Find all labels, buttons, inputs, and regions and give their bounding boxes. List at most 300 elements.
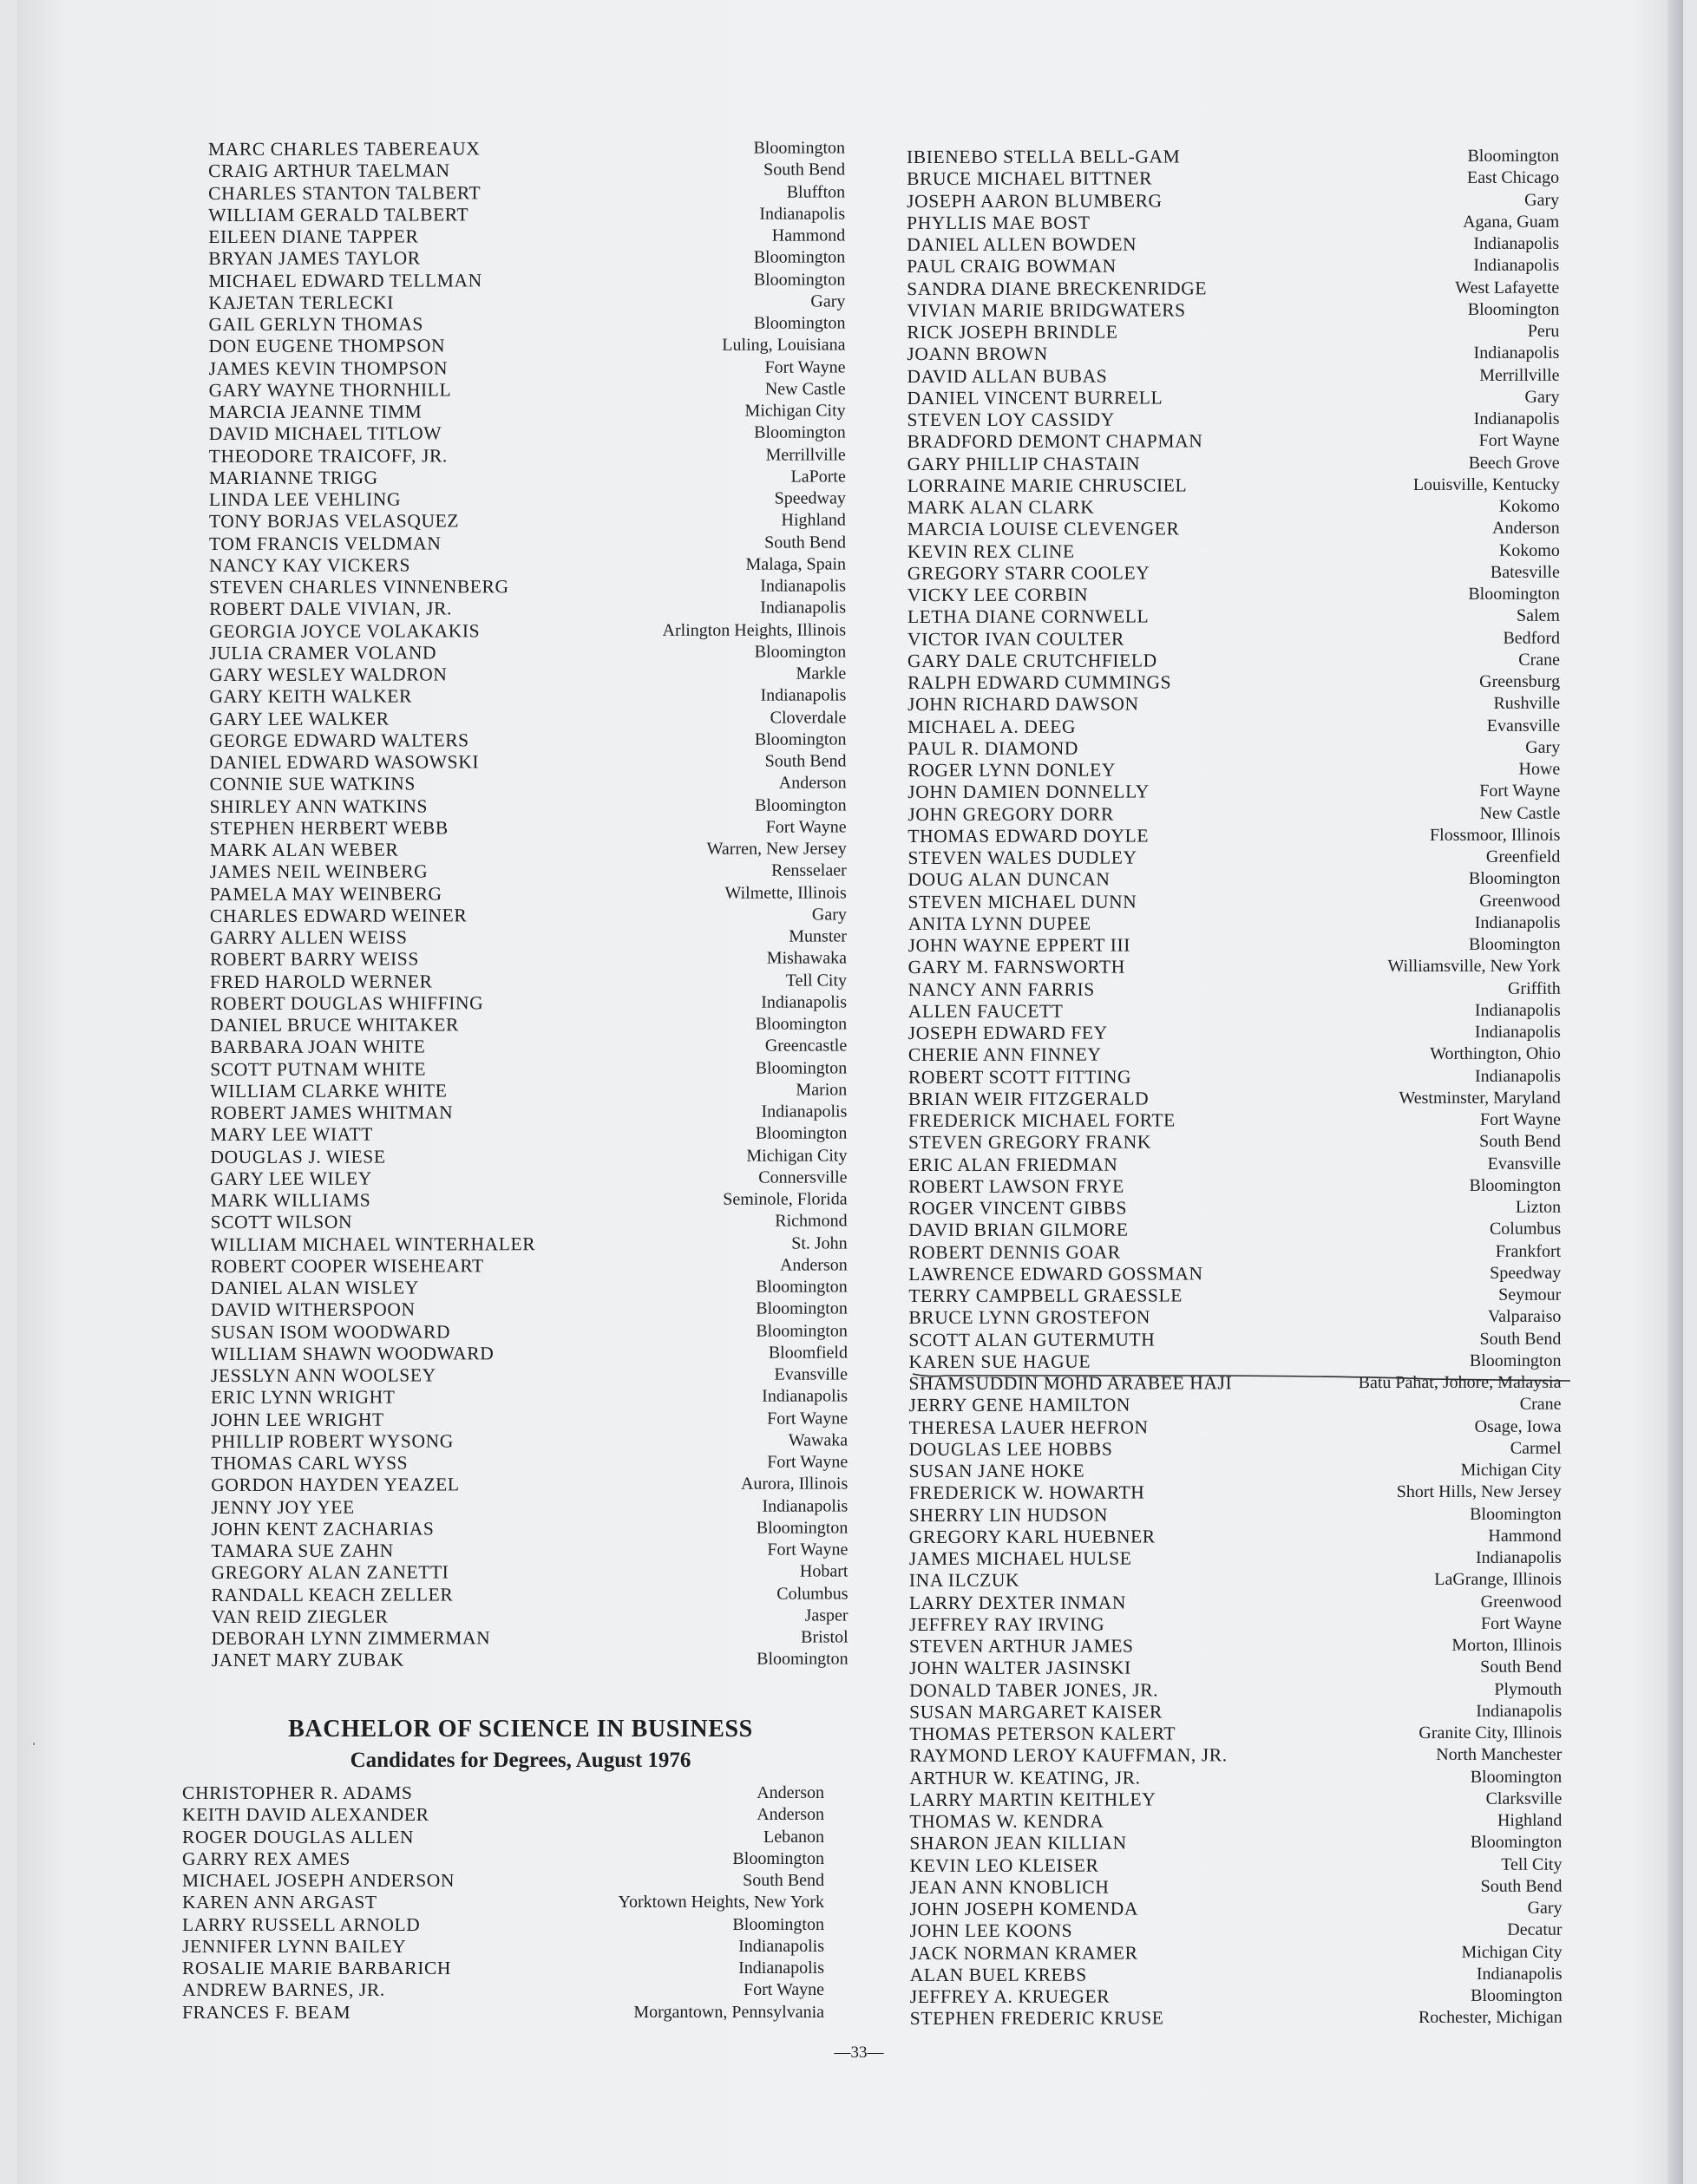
graduate-hometown: Bloomington — [754, 642, 847, 662]
graduate-hometown: Bloomington — [756, 1518, 848, 1538]
graduate-name: DOUGLAS J. WIESE — [210, 1146, 386, 1167]
graduate-hometown: Bloomington — [755, 1123, 848, 1143]
list-item — [210, 904, 847, 927]
graduate-hometown: East Chicago — [1466, 167, 1560, 188]
graduate-hometown: Salem — [1516, 605, 1560, 626]
graduate-name: SHARON JEAN KILLIAN — [909, 1832, 1127, 1854]
list-item — [909, 1503, 1562, 1527]
graduate-hometown: Indianapolis — [1476, 1964, 1563, 1984]
graduate-hometown: South Bend — [743, 1871, 824, 1890]
graduate-hometown: South Bend — [763, 160, 846, 180]
list-item — [211, 1233, 848, 1256]
graduate-name: ERIC LYNN WRIGHT — [211, 1386, 396, 1409]
list-item — [212, 1649, 848, 1672]
list-item — [210, 1167, 847, 1190]
graduate-hometown: South Bend — [1480, 1657, 1563, 1677]
graduate-name: ROBERT DOUGLAS WHIFFING — [210, 992, 484, 1014]
list-item — [908, 1087, 1561, 1110]
graduate-hometown: Flossmoor, Illinois — [1430, 825, 1561, 845]
graduate-name: LETHA DIANE CORNWELL — [907, 605, 1150, 628]
graduate-name: MARY LEE WIATT — [210, 1123, 373, 1146]
graduate-hometown: Clarksville — [1485, 1788, 1563, 1808]
list-item — [909, 1744, 1562, 1768]
list-item — [907, 452, 1560, 475]
graduate-hometown: LaGrange, Illinois — [1434, 1569, 1562, 1590]
graduate-name: KAREN SUE HAGUE — [908, 1350, 1091, 1372]
graduate-name: BRUCE LYNN GROSTEFON — [908, 1306, 1151, 1329]
graduate-name: JACK NORMAN KRAMER — [909, 1942, 1138, 1964]
graduate-hometown: Speedway — [774, 488, 846, 508]
list-item — [211, 1320, 848, 1344]
graduate-hometown: Greenwood — [1479, 891, 1561, 911]
list-item — [211, 1495, 848, 1519]
list-item — [907, 386, 1559, 409]
graduate-hometown: Bloomington — [1469, 934, 1561, 954]
document-page — [17, 0, 1683, 2184]
graduate-hometown: Indianapolis — [1474, 1066, 1561, 1086]
graduate-hometown: Fort Wayne — [1479, 781, 1561, 801]
graduate-hometown: Fort Wayne — [764, 356, 846, 377]
graduate-hometown: Marion — [796, 1080, 848, 1100]
graduate-hometown: Lizton — [1515, 1197, 1562, 1217]
graduate-name: MARK ALAN CLARK — [907, 496, 1095, 518]
list-item — [208, 203, 845, 226]
list-item — [210, 882, 847, 906]
graduate-name: DANIEL BRUCE WHITAKER — [210, 1014, 459, 1036]
graduate-name: DANIEL ALLEN BOWDEN — [907, 233, 1137, 255]
list-item — [907, 430, 1560, 454]
graduate-hometown: Gary — [1524, 387, 1560, 407]
list-item — [908, 1219, 1561, 1242]
list-item — [212, 1626, 848, 1650]
graduate-hometown: Carmel — [1510, 1438, 1562, 1458]
graduate-hometown: Anderson — [778, 773, 847, 793]
list-item — [210, 773, 847, 796]
list-item — [182, 1936, 824, 1958]
graduate-name: FRED HAROLD WERNER — [210, 970, 433, 992]
graduate-name: LAWRENCE EDWARD GOSSMAN — [908, 1263, 1203, 1285]
list-item — [909, 1788, 1562, 1811]
graduate-hometown: Morton, Illinois — [1451, 1635, 1563, 1655]
graduate-name: TAMARA SUE ZAHN — [211, 1540, 394, 1561]
graduate-name: THOMAS EDWARD DOYLE — [907, 825, 1150, 847]
graduate-name: SHIRLEY ANN WATKINS — [209, 794, 429, 817]
list-item — [909, 1700, 1562, 1723]
graduate-name: GARY KEITH WALKER — [209, 685, 412, 708]
graduate-name: CONNIE SUE WATKINS — [209, 773, 416, 795]
graduate-name: ROBERT BARRY WEISS — [209, 948, 419, 971]
graduate-name: ROBERT DENNIS GOAR — [908, 1241, 1121, 1263]
graduate-name: LORRAINE MARIE CHRUSCIEL — [907, 474, 1188, 496]
list-item — [910, 1985, 1563, 2009]
graduate-hometown: St. John — [791, 1233, 848, 1253]
graduate-hometown: Michigan City — [746, 1145, 848, 1166]
list-item — [908, 1109, 1561, 1133]
list-item — [910, 1941, 1563, 1965]
graduate-hometown: Hammond — [1488, 1526, 1562, 1546]
graduate-hometown: Crane — [1518, 650, 1561, 670]
graduate-hometown: Warren, New Jersey — [706, 839, 847, 859]
graduate-name: DANIEL VINCENT BURRELL — [907, 387, 1163, 409]
graduate-name: JENNIFER LYNN BAILEY — [182, 1935, 407, 1957]
graduate-name: ROBERT DALE VIVIAN, JR. — [209, 598, 453, 620]
list-item — [907, 890, 1560, 913]
graduate-name: LARRY RUSSELL ARNOLD — [182, 1913, 421, 1935]
graduate-hometown: Peru — [1527, 321, 1560, 341]
graduate-hometown: Indianapolis — [738, 1958, 824, 1978]
list-item — [908, 1043, 1561, 1067]
list-item — [182, 1892, 824, 1913]
graduate-hometown: Bloomington — [1469, 1350, 1562, 1370]
graduate-name: BARBARA JOAN WHITE — [210, 1036, 426, 1058]
graduate-name: CRAIG ARTHUR TAELMAN — [208, 160, 450, 182]
graduate-hometown: Indianapolis — [738, 1936, 824, 1956]
list-item — [908, 956, 1561, 979]
list-item — [210, 970, 847, 993]
list-item — [210, 1123, 847, 1147]
graduate-hometown: Speedway — [1490, 1263, 1562, 1283]
graduate-name: BRADFORD DEMONT CHAPMAN — [907, 430, 1203, 453]
graduate-name: DONALD TABER JONES, JR. — [909, 1678, 1159, 1701]
graduate-hometown: Columbus — [776, 1583, 848, 1604]
list-item — [211, 1298, 848, 1322]
graduate-name: SHAMSUDDIN MOHD ARABEE HAJI — [908, 1372, 1233, 1394]
list-item — [210, 1101, 847, 1124]
graduate-name: STEVEN LOY CASSIDY — [907, 409, 1115, 430]
graduate-hometown: Fort Wayne — [1479, 1109, 1561, 1129]
list-item — [211, 1276, 848, 1299]
list-item — [909, 1854, 1562, 1877]
graduate-name: DAVID ALLAN BUBAS — [907, 365, 1108, 387]
graduate-hometown: Batesville — [1490, 562, 1560, 582]
graduate-name: GREGORY KARL HUEBNER — [908, 1526, 1156, 1547]
graduate-name: MICHAEL EDWARD TELLMAN — [208, 269, 482, 291]
graduate-hometown: Michigan City — [1461, 1942, 1563, 1962]
graduate-name: KAREN ANN ARGAST — [182, 1892, 377, 1913]
graduate-hometown: Evansville — [774, 1364, 848, 1384]
graduate-name: JULIA CRAMER VOLAND — [209, 642, 437, 664]
graduate-hometown: Wilmette, Illinois — [724, 882, 847, 903]
graduate-name: CHERIE ANN FINNEY — [907, 1043, 1102, 1066]
list-item — [907, 781, 1560, 804]
graduate-hometown: Bloomington — [755, 1057, 848, 1078]
list-item — [182, 1870, 824, 1892]
graduate-name: VIVIAN MARIE BRIDGWATERS — [907, 299, 1186, 321]
graduate-hometown: Indianapolis — [1475, 1547, 1562, 1567]
graduate-hometown: Williamsville, New York — [1387, 956, 1561, 977]
graduate-name: GARY WAYNE THORNHILL — [208, 379, 452, 401]
graduate-name: PHYLLIS MAE BOST — [907, 212, 1091, 233]
graduate-hometown: Malaga, Spain — [745, 554, 847, 574]
list-item — [211, 1583, 848, 1606]
graduate-name: CHARLES EDWARD WEINER — [209, 905, 468, 926]
graduate-name: JAMES NEIL WEINBERG — [209, 860, 429, 883]
business-name-list — [182, 1782, 824, 2024]
graduate-name: VAN REID ZIEGLER — [211, 1605, 389, 1627]
graduate-hometown: Greencastle — [764, 1036, 848, 1056]
graduate-hometown: Griffith — [1507, 978, 1561, 998]
list-item — [907, 255, 1559, 278]
list-item — [211, 1342, 848, 1365]
graduate-name: WILLIAM SHAWN WOODWARD — [210, 1343, 495, 1364]
list-item — [209, 575, 846, 598]
graduate-hometown: Highland — [781, 510, 846, 530]
graduate-name: JOHN GREGORY DORR — [907, 803, 1114, 825]
list-item — [909, 1394, 1562, 1417]
graduate-hometown: Munster — [789, 926, 847, 946]
list-item — [210, 816, 847, 840]
graduate-hometown: Bristol — [801, 1627, 848, 1647]
graduate-name: THERESA LAUER HEFRON — [908, 1416, 1149, 1438]
graduate-name: ROGER LYNN DONLEY — [907, 759, 1117, 781]
graduate-hometown: Valparaiso — [1487, 1306, 1562, 1327]
graduate-name: TOM FRANCIS VELDMAN — [208, 532, 442, 554]
list-item — [909, 1875, 1562, 1899]
list-item — [209, 510, 846, 533]
graduate-hometown: Gary — [1525, 737, 1561, 757]
list-item — [209, 685, 846, 709]
graduate-name: THOMAS W. KENDRA — [909, 1810, 1104, 1832]
list-item — [907, 146, 1559, 169]
graduate-name: JOHN RICHARD DAWSON — [907, 693, 1139, 716]
list-item — [210, 838, 847, 861]
graduate-hometown: Gary — [810, 291, 846, 311]
graduate-name: DOUGLAS LEE HOBBS — [908, 1438, 1113, 1460]
graduate-name: THEODORE TRAICOFF, JR. — [208, 444, 448, 467]
list-item — [211, 1188, 848, 1212]
list-item — [211, 1408, 848, 1431]
graduate-hometown: Richmond — [775, 1211, 848, 1231]
graduate-hometown: South Bend — [764, 751, 847, 771]
graduate-hometown: Fort Wayne — [767, 1540, 848, 1560]
list-item — [907, 167, 1559, 191]
graduate-hometown: Connersville — [758, 1167, 848, 1187]
graduate-name: WILLIAM CLARKE WHITE — [210, 1080, 448, 1102]
graduate-hometown: Highland — [1497, 1810, 1563, 1830]
graduate-name: GARY WESLEY WALDRON — [209, 664, 448, 685]
graduate-name: GARY LEE WILEY — [210, 1167, 372, 1189]
graduate-hometown: Indianapolis — [760, 685, 847, 705]
list-item — [909, 1547, 1562, 1571]
list-item — [907, 584, 1560, 607]
graduate-name: TONY BORJAS VELASQUEZ — [208, 510, 460, 533]
graduate-name: ANDREW BARNES, JR. — [182, 1979, 385, 2001]
graduate-name: MICHAEL JOSEPH ANDERSON — [182, 1870, 455, 1891]
graduate-name: ROBERT LAWSON FRYE — [908, 1175, 1124, 1197]
graduate-name: GAIL GERLYN THOMAS — [208, 313, 424, 335]
graduate-name: THOMAS PETERSON KALERT — [909, 1723, 1176, 1744]
graduate-name: STEVEN MICHAEL DUNN — [907, 891, 1137, 912]
list-item — [909, 1525, 1562, 1548]
graduate-hometown: South Bend — [764, 532, 846, 553]
graduate-hometown: Bloomington — [755, 794, 847, 815]
graduate-hometown: Cloverdale — [770, 707, 847, 728]
graduate-name: ROSALIE MARIE BARBARICH — [182, 1958, 452, 1978]
graduate-name: WILLIAM MICHAEL WINTERHALER — [210, 1233, 536, 1255]
list-item — [209, 356, 846, 380]
graduate-hometown: Bloomington — [1467, 299, 1560, 319]
graduate-hometown: Bloomington — [753, 138, 846, 158]
graduate-hometown: Mishawaka — [766, 948, 848, 968]
graduate-hometown: Indianapolis — [1473, 343, 1560, 363]
graduate-name: STEVEN WALES DUDLEY — [907, 847, 1137, 868]
graduate-hometown: Short Hills, New Jersey — [1396, 1481, 1562, 1502]
list-item — [907, 298, 1559, 322]
list-item — [209, 422, 846, 446]
graduate-hometown: Indianapolis — [762, 1495, 848, 1516]
graduate-hometown: Fort Wayne — [767, 1452, 848, 1472]
graduate-name: DAVID BRIAN GILMORE — [908, 1219, 1129, 1241]
list-item — [908, 1131, 1561, 1154]
graduate-hometown: Crane — [1519, 1394, 1562, 1415]
graduate-hometown: Howe — [1518, 759, 1561, 779]
graduate-name: LINDA LEE VEHLING — [208, 488, 402, 510]
graduate-hometown: Michigan City — [1460, 1460, 1562, 1480]
list-item — [210, 1057, 847, 1081]
graduate-name: STEPHEN HERBERT WEBB — [209, 817, 449, 839]
graduate-name: GARY DALE CRUTCHFIELD — [907, 650, 1157, 671]
list-item — [907, 802, 1560, 826]
graduate-name: RICK JOSEPH BRINDLE — [907, 321, 1118, 343]
list-item — [910, 1919, 1563, 1943]
graduate-name: CHRISTOPHER R. ADAMS — [182, 1782, 413, 1803]
list-item — [209, 707, 846, 730]
graduate-name: KEVIN REX CLINE — [907, 540, 1075, 562]
graduate-hometown: Tell City — [1501, 1854, 1563, 1874]
graduate-name: ROGER DOUGLAS ALLEN — [182, 1826, 415, 1847]
list-item — [908, 1372, 1561, 1396]
graduate-hometown: Rochester, Michigan — [1418, 2007, 1563, 2028]
list-item — [909, 1416, 1562, 1439]
list-item — [182, 2002, 824, 2024]
graduate-name: SCOTT WILSON — [210, 1211, 353, 1233]
graduate-name: VICTOR IVAN COULTER — [907, 628, 1124, 650]
graduate-hometown: Bloomington — [753, 247, 846, 267]
graduate-name: FREDERICK MICHAEL FORTE — [907, 1109, 1176, 1131]
graduate-hometown: Bloomington — [1470, 1832, 1563, 1853]
list-item — [209, 400, 846, 423]
list-item — [907, 189, 1559, 213]
graduate-hometown: Evansville — [1486, 716, 1561, 736]
graduate-name: INA ILCZUK — [908, 1570, 1020, 1592]
graduate-name: KAJETAN TERLECKI — [208, 291, 394, 313]
list-item — [907, 496, 1560, 520]
list-item — [208, 181, 845, 205]
graduate-name: ROBERT COOPER WISEHEART — [210, 1255, 484, 1277]
graduate-name: JOHN LEE WRIGHT — [211, 1409, 384, 1430]
list-item — [209, 532, 846, 555]
list-item — [907, 277, 1559, 300]
list-item — [909, 1569, 1562, 1592]
graduate-hometown: Indianapolis — [1473, 233, 1560, 253]
graduate-hometown: Gary — [811, 905, 847, 925]
graduate-name: MARCIA JEANNE TIMM — [208, 401, 423, 422]
list-item — [909, 1460, 1562, 1483]
graduate-name: LARRY DEXTER INMAN — [908, 1592, 1127, 1613]
list-item — [909, 1591, 1562, 1614]
list-item — [210, 1036, 847, 1059]
graduate-hometown: LaPorte — [790, 467, 846, 487]
right-name-list — [907, 146, 1563, 2030]
graduate-hometown: Bluffton — [786, 181, 846, 202]
graduate-hometown: Michigan City — [744, 401, 846, 421]
graduate-hometown: Indianapolis — [1476, 1701, 1563, 1721]
list-item — [208, 269, 845, 292]
list-item — [910, 1898, 1563, 1921]
list-item — [182, 1958, 824, 1979]
graduate-name: STEPHEN FREDERIC KRUSE — [909, 2007, 1164, 2030]
graduate-name: DEBORAH LYNN ZIMMERMAN — [211, 1627, 491, 1649]
page-gutter-shadow — [1668, 0, 1683, 2184]
list-item — [910, 2007, 1563, 2030]
list-item — [208, 225, 845, 248]
graduate-hometown: Hammond — [771, 226, 846, 245]
graduate-name: NANCY ANN FARRIS — [907, 978, 1095, 1000]
list-item — [909, 1481, 1562, 1505]
graduate-hometown: Morgantown, Pennsylvania — [633, 2002, 824, 2022]
list-item — [211, 1474, 848, 1497]
graduate-name: KEVIN LEO KLEISER — [909, 1854, 1099, 1876]
graduate-hometown: Indianapolis — [761, 992, 848, 1012]
list-item — [210, 1079, 847, 1102]
list-item — [211, 1211, 848, 1234]
graduate-hometown: New Castle — [764, 379, 846, 399]
list-item — [907, 364, 1559, 388]
graduate-name: CHARLES STANTON TALBERT — [208, 181, 482, 204]
graduate-hometown: Bloomfield — [768, 1343, 848, 1363]
graduate-hometown: Anderson — [1491, 518, 1560, 539]
graduate-name: JOHN DAMIEN DONNELLY — [907, 781, 1150, 803]
graduate-hometown: Jasper — [804, 1605, 848, 1625]
list-item — [909, 1612, 1562, 1636]
graduate-hometown: South Bend — [1479, 1329, 1562, 1349]
list-item — [209, 663, 846, 686]
list-item — [908, 1022, 1561, 1045]
list-item — [209, 598, 846, 621]
graduate-name: JEAN ANN KNOBLICH — [909, 1876, 1110, 1898]
list-item — [907, 868, 1560, 892]
graduate-hometown: North Manchester — [1436, 1744, 1563, 1765]
graduate-name: RANDALL KEACH ZELLER — [211, 1583, 454, 1605]
list-item — [212, 1605, 848, 1628]
list-item — [907, 321, 1559, 344]
list-item — [907, 211, 1559, 234]
graduate-name: MARK WILLIAMS — [210, 1189, 371, 1211]
graduate-name: GORDON HAYDEN YEAZEL — [211, 1474, 460, 1496]
list-item — [907, 824, 1560, 847]
list-item — [907, 627, 1560, 651]
graduate-hometown: Bloomington — [1471, 1985, 1563, 2005]
list-item — [182, 1979, 824, 2001]
list-item — [211, 1363, 848, 1387]
list-item — [210, 991, 847, 1015]
graduate-hometown: South Bend — [1480, 1876, 1563, 1896]
list-item — [208, 247, 845, 271]
graduate-name: EILEEN DIANE TAPPER — [208, 226, 419, 247]
graduate-name: JOHN LEE KOONS — [909, 1919, 1073, 1942]
graduate-hometown: Rushville — [1493, 693, 1561, 714]
graduate-name: ROBERT JAMES WHITMAN — [210, 1102, 454, 1123]
graduate-name: PAUL CRAIG BOWMAN — [907, 255, 1117, 278]
graduate-name: SANDRA DIANE BRECKENRIDGE — [907, 277, 1208, 299]
graduate-name: JOHN WALTER JASINSKI — [909, 1657, 1131, 1679]
graduate-hometown: Indianapolis — [762, 1386, 848, 1406]
graduate-hometown: Bloomington — [1470, 1504, 1562, 1524]
graduate-hometown: Greenwood — [1480, 1592, 1562, 1612]
list-item — [208, 160, 845, 183]
graduate-hometown: Seminole, Florida — [723, 1189, 848, 1209]
list-item — [908, 1328, 1561, 1351]
